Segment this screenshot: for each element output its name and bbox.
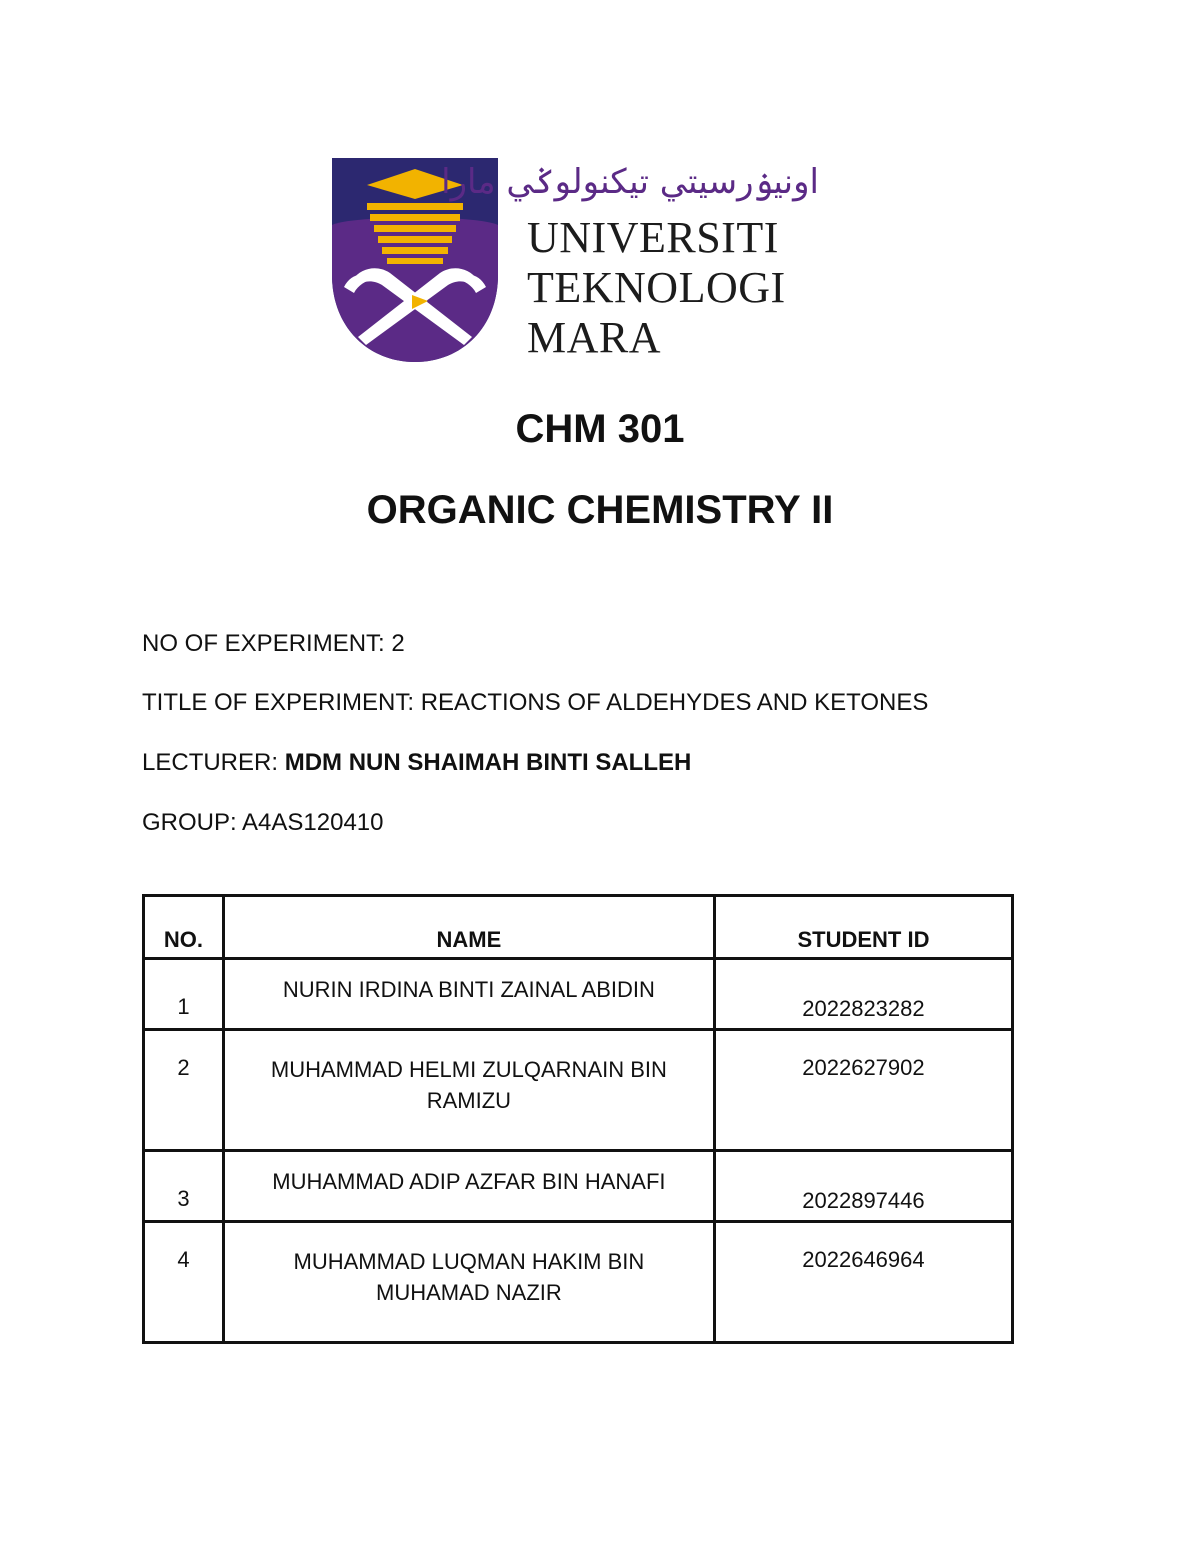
- university-name-line-1: UNIVERSITI: [527, 213, 779, 262]
- jawi-script-text: [441, 155, 822, 203]
- course-code: CHM 301: [515, 407, 685, 451]
- table-header-row: [144, 896, 1013, 959]
- experiment-title-label: TITLE OF EXPERIMENT:: [142, 689, 415, 716]
- table-row: [144, 1030, 1013, 1151]
- group-label: GROUP:: [142, 809, 237, 836]
- experiment-title-value: REACTIONS OF ALDEHYDES AND KETONES: [420, 689, 929, 716]
- row-no: 3: [144, 1151, 224, 1222]
- experiment-number-value: 2: [391, 630, 405, 657]
- table-row: [144, 1151, 1013, 1222]
- lecturer-value: MDM NUN SHAIMAH BINTI SALLEH: [284, 749, 692, 776]
- row-student-id: 2022627902: [714, 1030, 1012, 1151]
- table-row: [144, 959, 1013, 1030]
- row-name: NURIN IRDINA BINTI ZAINAL ABIDIN: [223, 959, 714, 1030]
- university-name-line-3: MARA: [527, 313, 662, 362]
- row-no: 2: [144, 1030, 224, 1151]
- row-student-id: 2022646964: [714, 1222, 1012, 1343]
- row-no: 1: [144, 959, 224, 1030]
- experiment-number: [142, 630, 405, 658]
- university-name-line-2: TEKNOLOGI: [527, 263, 786, 312]
- jawi-text: اونيۏرسيتي تيكنولوݢي مارا: [441, 162, 819, 202]
- lecturer: [142, 749, 691, 777]
- header-student-id: STUDENT ID: [714, 896, 1012, 959]
- row-student-id: 2022823282: [714, 959, 1012, 1030]
- header-name: NAME: [223, 896, 714, 959]
- row-no: 4: [144, 1222, 224, 1343]
- course-name: ORGANIC CHEMISTRY II: [366, 488, 834, 532]
- row-name: MUHAMMAD HELMI ZULQARNAIN BIN RAMIZU: [223, 1030, 714, 1151]
- university-name: [527, 213, 786, 363]
- experiment-number-label: NO OF EXPERIMENT:: [142, 630, 385, 657]
- row-student-id: 2022897446: [714, 1151, 1012, 1222]
- university-logo: [332, 155, 832, 370]
- group-value: A4AS120410: [242, 809, 384, 836]
- header-no: NO.: [144, 896, 224, 959]
- experiment-title: [142, 689, 928, 717]
- row-name: MUHAMMAD LUQMAN HAKIM BIN MUHAMAD NAZIR: [223, 1222, 714, 1343]
- row-name: MUHAMMAD ADIP AZFAR BIN HANAFI: [223, 1151, 714, 1222]
- lecturer-label: LECTURER:: [142, 749, 279, 776]
- table-row: [144, 1222, 1013, 1343]
- members-table: [142, 894, 1014, 1344]
- group: [142, 809, 384, 837]
